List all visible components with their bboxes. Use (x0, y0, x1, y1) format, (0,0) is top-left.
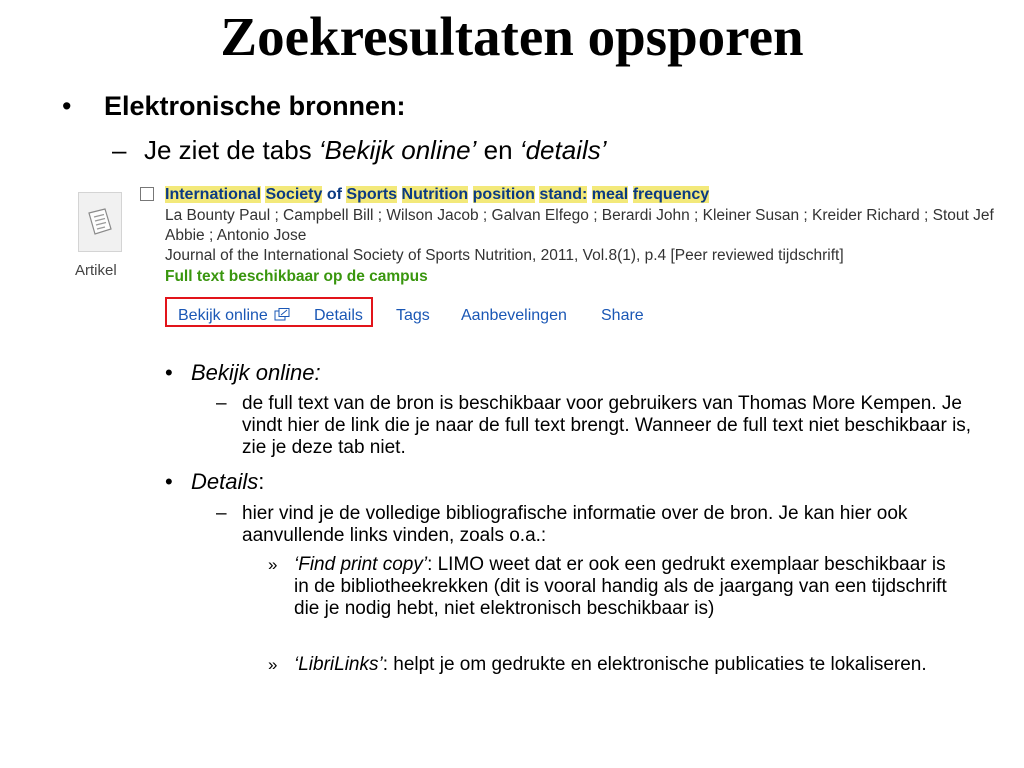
search-result-screenshot (70, 180, 1024, 340)
external-link-icon (274, 308, 290, 321)
bullet-label: Details: (191, 469, 265, 494)
journal-info: Journal of the International Society of Sports Nutrition, 2011, Vol.8(1), p.4 [Peer reviewed tijdschrift] (165, 247, 844, 264)
slide-title: Zoekresultaten opsporen (220, 6, 804, 67)
bullet-marker: • (62, 91, 72, 121)
tab-share[interactable]: Share (601, 307, 644, 324)
title-word: Sports (346, 186, 398, 203)
tab-tags[interactable]: Tags (396, 307, 430, 324)
document-icon (78, 192, 122, 252)
item-text: ‘Find print copy’: LIMO weet dat er ook een gedrukt exemplaar beschikbaar is in de bibliotheekrekken (dit is vooral handig als de jaargang van een tijdschrift die je nodig hebt, niet elektronisch beschikbaar is) (294, 554, 947, 619)
bullet-marker: • (165, 360, 173, 385)
sub-bullet-text (144, 133, 607, 167)
title-word: frequency (632, 186, 710, 203)
text-prefix: Je ziet de tabs (144, 135, 319, 165)
title-word: of (326, 186, 342, 203)
tab-name-bekijk-online: ‘Bekijk online’ (318, 135, 477, 165)
tab-details[interactable]: Details (314, 307, 363, 324)
availability-status: Full text beschikbaar op de campus (165, 268, 428, 285)
item-marker: » (268, 655, 278, 674)
bullet-marker: • (165, 469, 173, 494)
title-word: meal (591, 186, 629, 203)
tab-aanbevelingen[interactable]: Aanbevelingen (461, 307, 567, 324)
bullet-label: Bekijk online: (191, 360, 321, 385)
title-word: position (472, 186, 535, 203)
select-checkbox[interactable] (140, 187, 154, 201)
item-marker: » (268, 555, 278, 574)
title-word: Society (265, 186, 323, 203)
dash-marker: – (216, 393, 227, 414)
description-text: hier vind je de volledige bibliografische informatie over de bron. Je kan hier ook aanvullende links vinden, zoals o.a.: (242, 503, 908, 546)
doc-type-label: Artikel (75, 262, 117, 279)
title-word: Nutrition (401, 186, 469, 203)
tab-name-details: ‘details’ (519, 135, 607, 165)
dash-marker: – (216, 503, 227, 524)
tab-bekijk-online[interactable] (178, 306, 290, 326)
result-title[interactable] (165, 184, 709, 206)
dash-marker: – (112, 135, 127, 165)
tab-label: Bekijk online (178, 307, 268, 324)
text-middle: en (476, 135, 520, 165)
description-text: de full text van de bron is beschikbaar voor gebruikers van Thomas More Kempen. Je vindt hier de link die je naar de full text brengt. Wanneer de full text niet beschikbaar is, zie je deze tab niet. (242, 393, 972, 458)
title-word: International (165, 186, 262, 203)
authors-line-1: La Bounty Paul ; Campbell Bill ; Wilson Jacob ; Galvan Elfego ; Berardi John ; Kleiner Susan ; Kreider Richard ; Stout Jef (165, 207, 994, 224)
bullet-text: Elektronische bronnen: (104, 91, 406, 121)
item-text: ‘LibriLinks’: helpt je om gedrukte en elektronische publicaties te lokaliseren. (294, 654, 927, 675)
authors-line-2: Abbie ; Antonio Jose (165, 227, 307, 244)
title-word: stand: (539, 186, 588, 203)
